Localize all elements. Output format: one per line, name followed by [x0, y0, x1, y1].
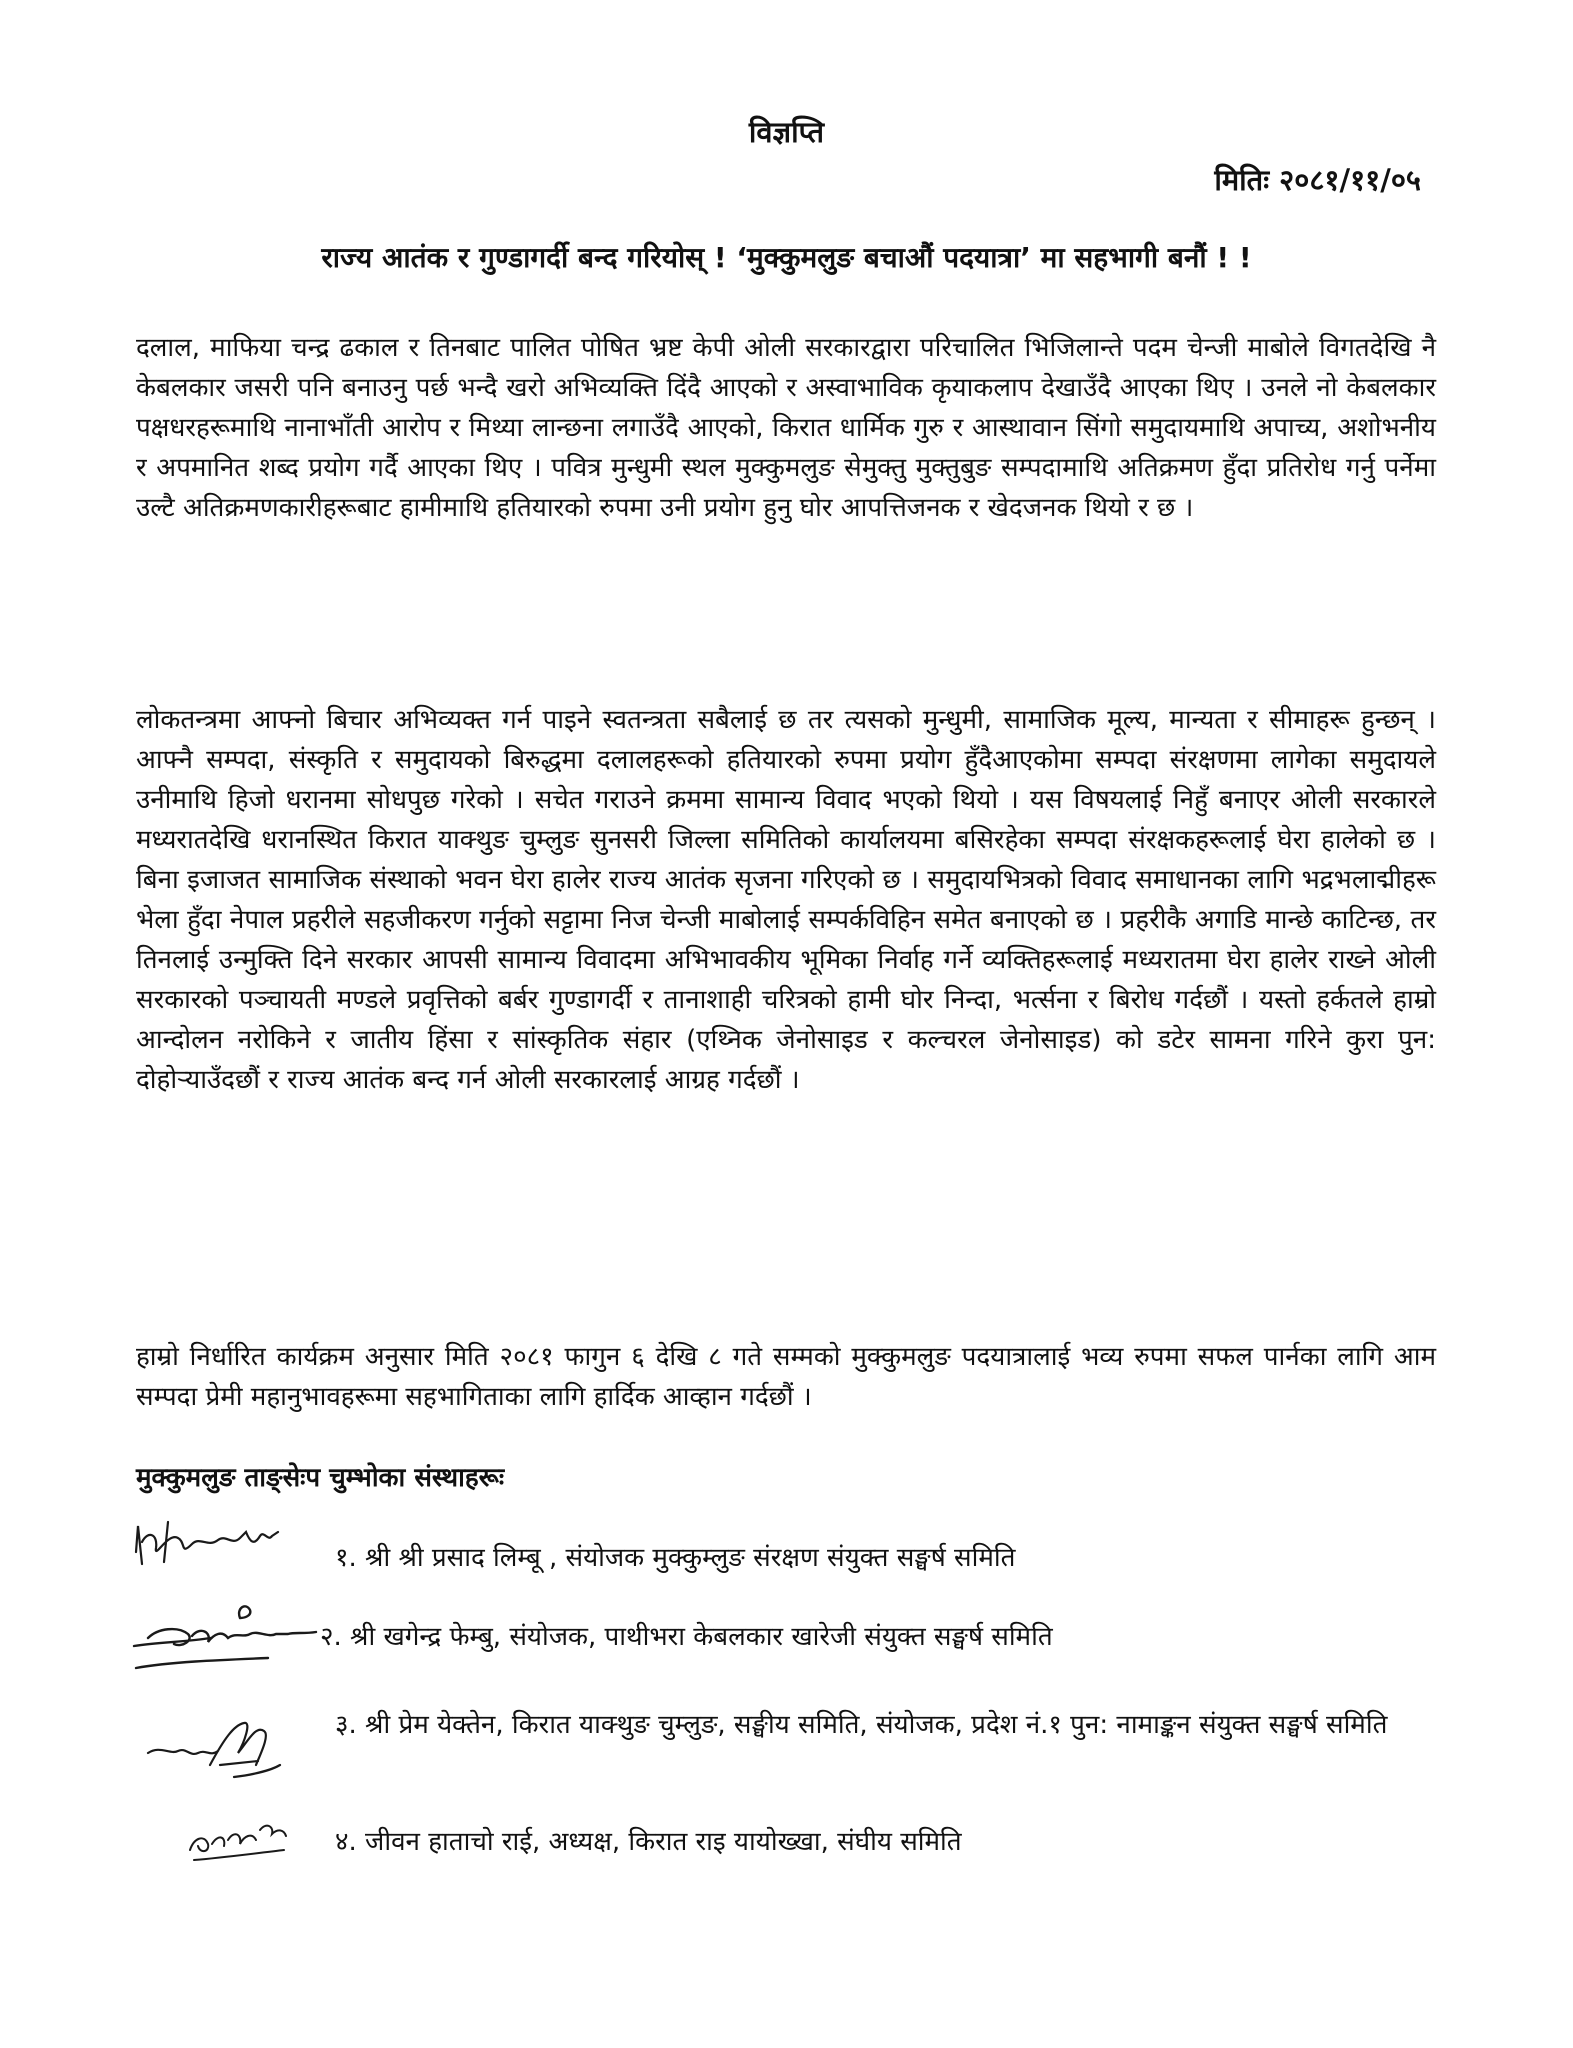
- paragraph-3: हाम्रो निर्धारित कार्यक्रम अनुसार मिति २०८१ फागुन ६ देखि ८ गते सम्मको मुक्कुमलुङ पदयात्रालाई भव्य रुपमा सफल पार्नका लागि आम सम्पदा प्रेमी महानुभावहरूमा सहभागिताका लागि हार्दिक आव्हान गर्दछौं ।: [136, 1342, 1436, 1412]
- signature-3: [140, 1695, 310, 1795]
- notice-headline: राज्य आतंक र गुण्डागर्दी बन्द गरियोस् ! ‘मुक्कुमलुङ बचाऔं पदयात्रा’ मा सहभागी बनौं ! !: [321, 241, 1252, 274]
- paragraph-2: लोकतन्त्रमा आफ्नो बिचार अभिव्यक्त गर्न पाइने स्वतन्त्रता सबैलाई छ तर त्यसको मुन्धुमी, सामाजिक मूल्य, मान्यता र सीमाहरू हुन्छन् । आफ्नै सम्पदा, संस्कृति र समुदायको बिरुद्धमा दलालहरूको हतियारको रुपमा प्रयोग हुँदैआएकोमा सम्पदा संरक्षणमा लागेका समुदायले उनीमाथि हिजो धरानमा सोधपुछ गरेको । सचेत गराउने क्रममा सामान्य विवाद भएको थियो । यस विषयलाई निहुँ बनाएर ओली सरकारले मध्यरातदेखि धरानस्थित किरात याक्थुङ चुम्लुङ सुनसरी जिल्ला समितिको कार्यालयमा बसिरहेका सम्पदा संरक्षकहरूलाई घेरा हालेको छ । बिना इजाजत सामाजिक संस्थाको भवन घेरा हालेर राज्य आतंक सृजना गरिएको छ । समुदायभित्रको विवाद समाधानका लागि भद्रभलाद्मीहरू भेला हुँदा नेपाल प्रहरीले सहजीकरण गर्नुको सट्टामा निज चेन्जी माबोलाई सम्पर्कविहिन समेत बनाएको छ । प्रहरीकै अगाडि मान्छे काटिन्छ, तर तिनलाई उन्मुक्ति दिने सरकार आपसी सामान्य विवादमा अभिभावकीय भूमिका निर्वाह गर्ने व्यक्तिहरूलाई मध्यरातमा घेरा हालेर राख्ने ओली सरकारको पञ्चायती मण्डले प्रवृत्तिको बर्बर गुण्डागर्दी र तानाशाही चरित्रको हामी घोर निन्दा, भर्त्सना र बिरोध गर्दछौं । यस्तो हर्कतले हाम्रो आन्दोलन नरोकिने र जातीय हिंसा र सांस्कृतिक संहार (एथ्निक जेनोसाइड र कल्चरल जेनोसाइड) को डटेर सामना गरिने कुरा पुन: दोहोऱ्याउँदछौं र राज्य आतंक बन्द गर्न ओली सरकारलाई आग्रह गर्दछौं ।: [136, 705, 1436, 1095]
- notice-title: विज्ञप्ति: [748, 115, 825, 149]
- signature-2: [128, 1598, 323, 1678]
- signature-1: [128, 1512, 318, 1576]
- signature-4: [180, 1800, 300, 1880]
- signer-2: २. श्री खगेन्द्र फेम्बु, संयोजक, पाथीभरा केबलकार खारेजी संयुक्त सङ्घर्ष समिति: [320, 1622, 1053, 1652]
- paragraph-1: दलाल, माफिया चन्द्र ढकाल र तिनबाट पालित पोषित भ्रष्ट केपी ओली सरकारद्वारा परिचालित भिजिलान्ते पदम चेन्जी माबोले विगतदेखि नै केबलकार जसरी पनि बनाउनु पर्छ भन्दै खरो अभिव्यक्ति दिंदै आएको र अस्वाभाविक कृयाकलाप देखाउँदै आएका थिए । उनले नो केबलकार पक्षधरहरूमाथि नानाभाँती आरोप र मिथ्या लान्छना लगाउँदै आएको, किरात धार्मिक गुरु र आस्थावान सिंगो समुदायमाथि अपाच्य, अशोभनीय र अपमानित शब्द प्रयोग गर्दै आएका थिए । पवित्र मुन्धुमी स्थल मुक्कुमलुङ सेमुक्तु मुक्तुबुङ सम्पदामाथि अतिक्रमण हुँदा प्रतिरोध गर्नु पर्नेमा उल्टै अतिक्रमणकारीहरूबाट हामीमाथि हतियारको रुपमा उनी प्रयोग हुनु घोर आपत्तिजनक र खेदजनक थियो र छ ।: [136, 333, 1436, 523]
- notice-date: मितिः २०८१/११/०५: [1214, 163, 1421, 197]
- signer-3: ३. श्री प्रेम येक्तेन, किरात याक्थुङ चुम्लुङ, सङ्घीय समिति, संयोजक, प्रदेश नं.१ पुन: नामाङ्कन संयुक्त सङ्घर्ष समिति: [335, 1710, 1388, 1740]
- signers-heading: मुक्कुमलुङ ताङ्सेःप चुम्भोका संस्थाहरूः: [136, 1463, 505, 1493]
- signer-1: १. श्री श्री प्रसाद लिम्बू , संयोजक मुक्कुम्लुङ संरक्षण संयुक्त सङ्घर्ष समिति: [335, 1543, 1016, 1573]
- signer-4: ४. जीवन हाताचो राई, अध्यक्ष, किरात राइ यायोख्खा, संघीय समिति: [335, 1827, 962, 1857]
